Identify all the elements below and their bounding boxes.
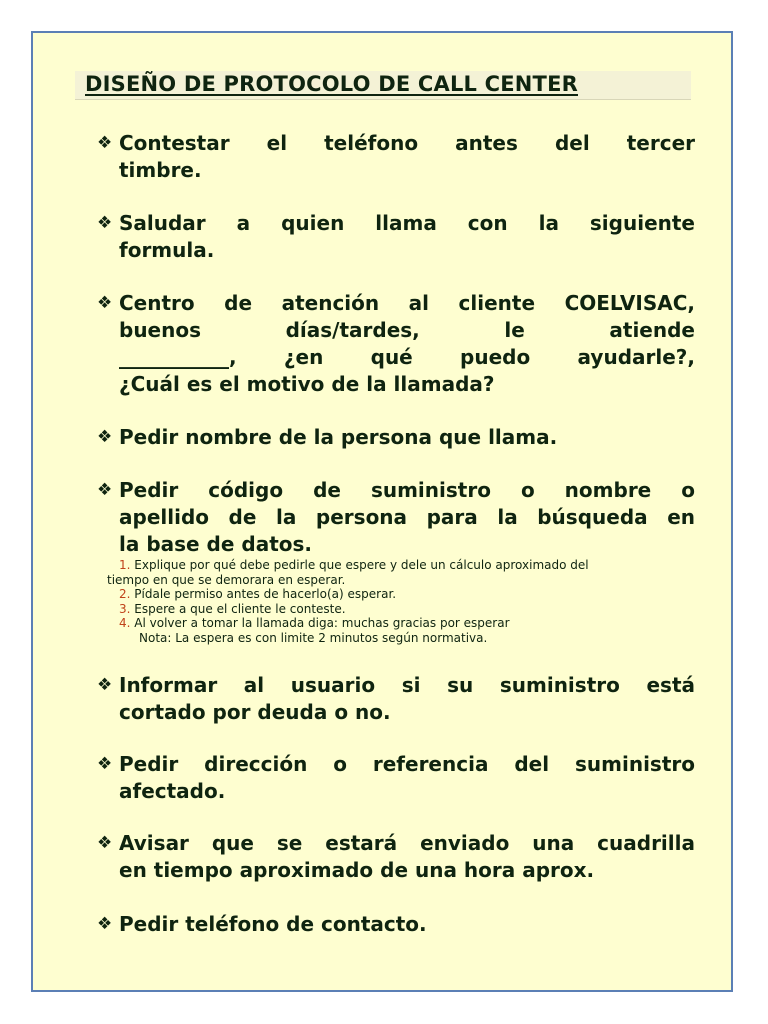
step-text: Espere a que el cliente le conteste.: [134, 601, 346, 616]
protocol-item: [97, 210, 695, 264]
item-line: cortado por deuda o no.: [119, 700, 391, 724]
diamond-bullet-icon: ❖: [97, 754, 113, 774]
item-line: Contestar el teléfono antes del tercer: [119, 131, 695, 155]
title-box: [75, 71, 691, 100]
step-number: 2.: [119, 587, 131, 601]
step-number: 1.: [119, 558, 131, 572]
step-text: Al volver a tomar la llamada diga: muchas gracias por esperar: [134, 616, 510, 630]
diamond-bullet-icon: ❖: [97, 293, 113, 313]
protocol-item: [97, 130, 695, 184]
diamond-bullet-icon: ❖: [97, 675, 113, 695]
page-title: DISEÑO DE PROTOCOLO DE CALL CENTER: [85, 72, 578, 96]
protocol-item: [97, 911, 695, 938]
item-line: Pedir teléfono de contacto.: [119, 912, 427, 936]
item-line: formula.: [119, 238, 215, 262]
item-line: Pedir dirección o referencia del suministro: [119, 752, 695, 776]
step-text-continuation: tiempo en que se demorara en esperar.: [107, 572, 346, 587]
diamond-bullet-icon: ❖: [97, 427, 113, 447]
document-frame: [31, 31, 733, 992]
item-line: buenos días/tardes, le atiende: [119, 318, 695, 342]
item-line: Informar al usuario si su suministro está: [119, 673, 695, 697]
protocol-item: [97, 424, 695, 451]
item-line: Saludar a quien llama con la siguiente: [119, 211, 695, 235]
step-text: Pídale permiso antes de hacerlo(a) esperar.: [134, 587, 397, 601]
diamond-bullet-icon: ❖: [97, 914, 113, 934]
step-text: Explique por qué debe pedirle que espere y dele un cálculo aproximado del: [134, 558, 589, 572]
wait-step: [119, 602, 699, 617]
step-number: 3.: [119, 601, 131, 616]
protocol-item: [97, 751, 695, 805]
item-line: Pedir código de suministro o nombre o: [119, 478, 695, 502]
protocol-item: [97, 830, 695, 884]
item-line: Centro de atención al cliente COELVISAC,: [119, 291, 695, 315]
diamond-bullet-icon: ❖: [97, 833, 113, 853]
item-line: Pedir nombre de la persona que llama.: [119, 425, 558, 449]
step-number: 4.: [119, 616, 131, 630]
item-line: en tiempo aproximado de una hora aprox.: [119, 858, 595, 882]
protocol-item: [97, 290, 695, 398]
wait-note: Nota: La espera es con limite 2 minutos según normativa.: [139, 630, 488, 645]
diamond-bullet-icon: ❖: [97, 480, 113, 500]
item-line: Avisar que se estará enviado una cuadrilla: [119, 831, 695, 855]
item-line: ¿Cuál es el motivo de la llamada?: [119, 372, 495, 396]
protocol-item: [97, 672, 695, 726]
diamond-bullet-icon: ❖: [97, 133, 113, 153]
item-line: timbre.: [119, 158, 202, 182]
wait-step: [119, 587, 699, 602]
diamond-bullet-icon: ❖: [97, 213, 113, 233]
item-line: afectado.: [119, 779, 226, 803]
wait-step: [119, 558, 699, 573]
protocol-item: [97, 477, 695, 558]
wait-steps-list: [107, 558, 699, 645]
item-line: ___________, ¿en qué puedo ayudarle?,: [119, 345, 695, 369]
wait-step: [119, 616, 699, 631]
item-line: la base de datos.: [119, 532, 313, 556]
item-line: apellido de la persona para la búsqueda en: [119, 505, 695, 529]
